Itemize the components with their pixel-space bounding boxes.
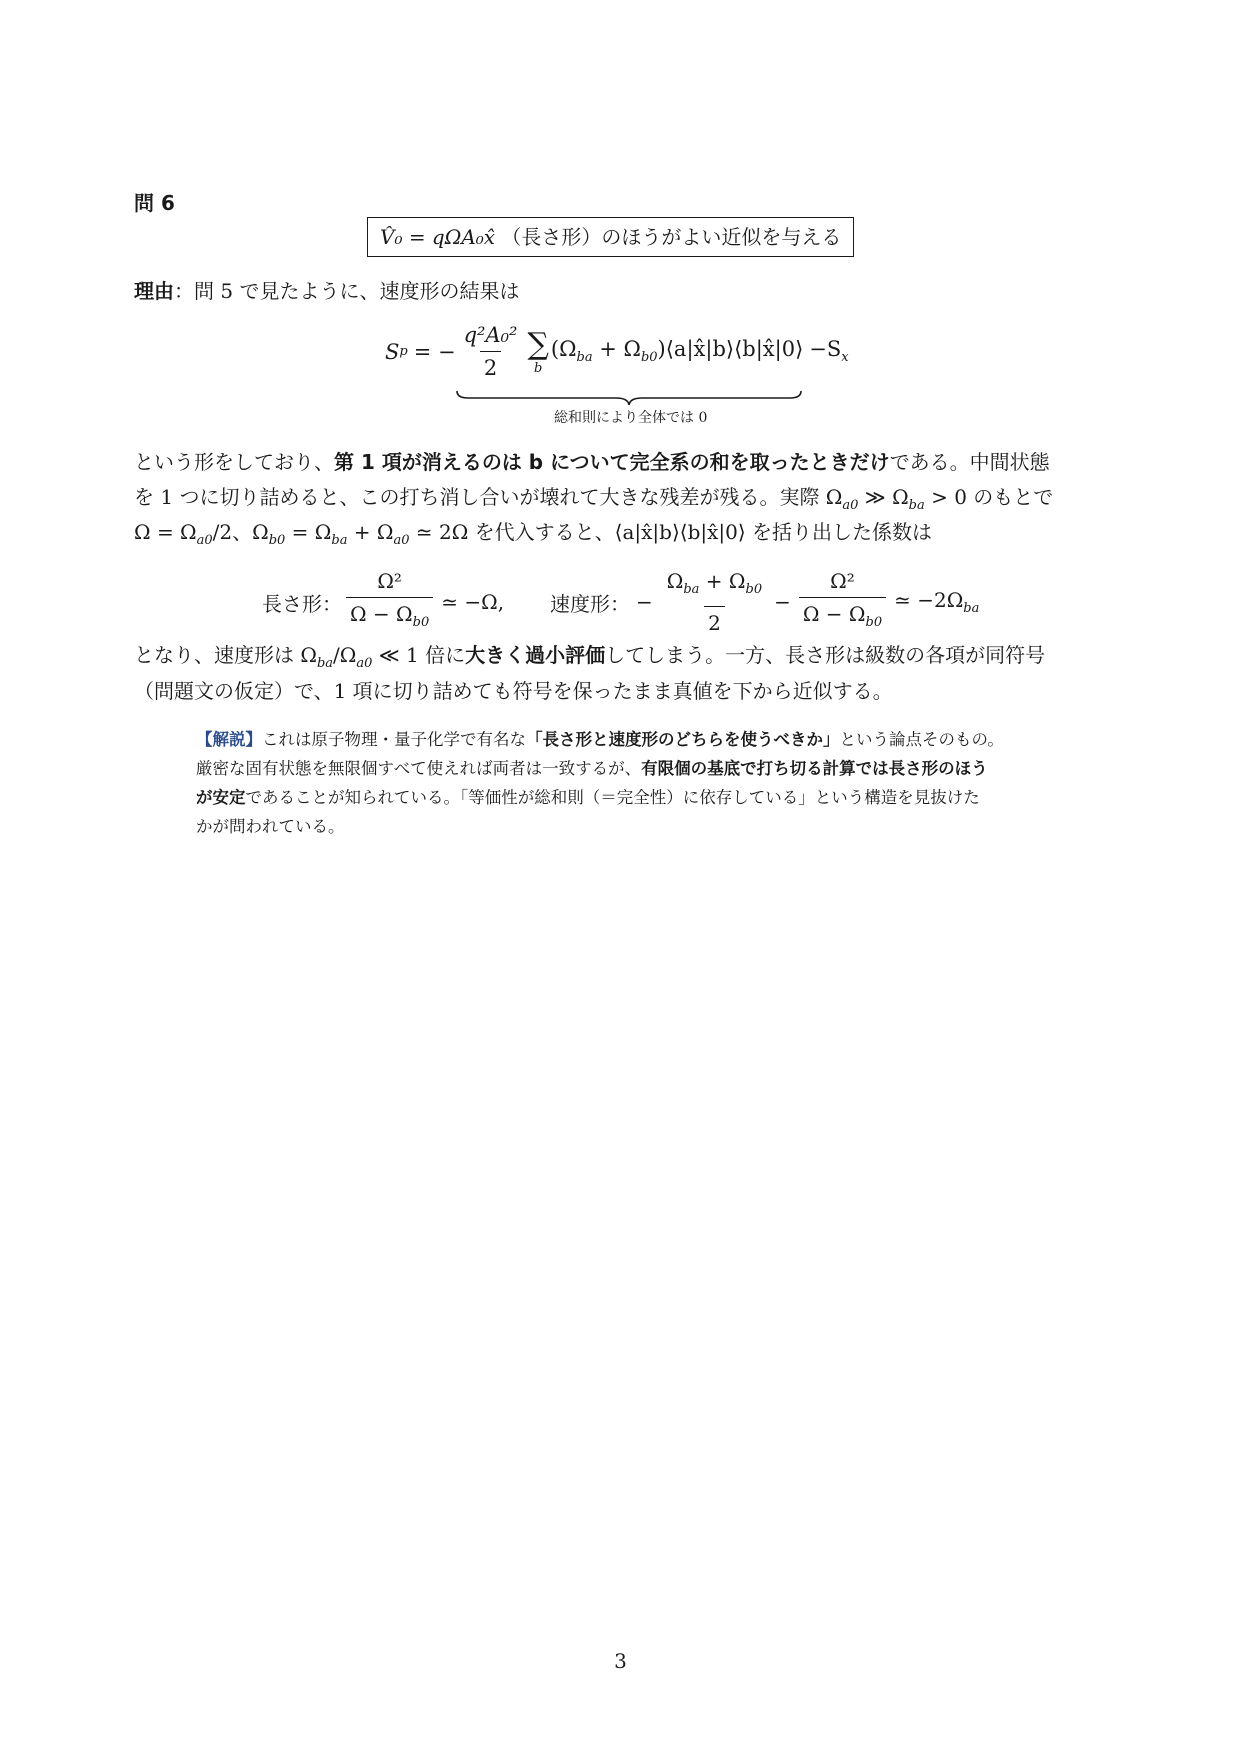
sp-tail-s: −S [809, 337, 842, 362]
velocity-label: 速度形： [550, 591, 630, 616]
p1-line2-end: > 0 のもとで [924, 485, 1054, 509]
p1-line3-b: を代入すると、⟨a|x̂|b⟩⟨b|x̂|0⟩ を括り出した係数は [474, 520, 933, 544]
p2-text-a: となり、速度形は Ω [134, 643, 317, 667]
commentary-l2-a: 厳密な固有状態を無限個すべて使えれば両者は一致するが、 [196, 759, 642, 778]
sum-symbol: ∑ [527, 326, 549, 362]
paragraph2-line2: （問題文の仮定）で、1 項に切り詰めても符号を保ったまま真値を下から近似する。 [134, 679, 893, 703]
sp-fraction [460, 322, 522, 381]
sp-sum [527, 328, 548, 376]
velocity-num1: Ω [666, 569, 684, 593]
velocity-den2: Ω − Ω [802, 602, 866, 626]
p1-text-b: である。中間状態 [889, 450, 1050, 474]
sp-lhs-sub: p [399, 344, 408, 359]
length-den: Ω − Ω [350, 602, 413, 626]
sp-frac-num: q²A₀² [463, 323, 518, 347]
velocity-den1: 2 [704, 606, 725, 636]
sp-frac-den: 2 [480, 351, 501, 381]
commentary-line3 [196, 783, 980, 813]
p2-bold: 大きく過小評価 [465, 643, 606, 667]
paragraph1-line1 [134, 445, 1050, 479]
answer-formula: V̂₀ = qΩA₀x̂ [380, 225, 496, 249]
commentary-l2-bold: 有限個の基底で打ち切る計算では長さ形のほう [641, 759, 988, 778]
velocity-num2: Ω² [830, 569, 855, 593]
length-result: ≃ −Ω, [441, 590, 505, 614]
equation-sp [385, 322, 849, 381]
commentary-line4: かが問われている。 [196, 817, 345, 836]
problem-heading: 問 6 [134, 191, 175, 215]
reason-label: 理由 [134, 279, 174, 303]
commentary-l3-bold: が安定 [196, 788, 246, 807]
sp-body-rest: ⟨a|x̂|b⟩⟨b|x̂|0⟩ [665, 337, 804, 362]
commentary-l1-b: という論点そのもの。 [839, 730, 1004, 749]
p2-text-mid: ≪ 1 倍に [372, 643, 466, 667]
commentary-line1 [196, 725, 1004, 755]
velocity-fraction-2: $\frac{\text{Ω²}}{\Omega - \Omega_{b0}}$ [799, 568, 886, 636]
p1-line3-a: Ω = Ω [134, 520, 197, 544]
underbrace [456, 390, 802, 406]
reason-line [134, 274, 519, 308]
velocity-result: ≃ −2Ω [894, 588, 964, 612]
p2-text-b: してしまう。一方、長さ形は級数の各項が同符号 [605, 643, 1046, 667]
commentary-l1-a: これは原子物理・量子化学で有名な [262, 730, 526, 749]
sp-tail [809, 337, 848, 365]
answer-text: （長さ形）のほうがよい近似を与える [501, 225, 842, 249]
sp-eq: = − [413, 339, 456, 364]
paragraph1-line3: $\Omega = \Omega_{a0}/2$、$\Omega_{b0} = \Omega_{ba} + \Omega_{a0}$ ≃ 2Ω を代入すると、⟨a|x̂|b⟩⟨b|x̂|0⟩ を括り出した係数は [134, 520, 933, 548]
p1-line2-text: を 1 つに切り詰めると、この打ち消し合いが壊れて大きな残差が残る。実際 Ω [134, 485, 843, 509]
sp-lhs: S [385, 339, 400, 364]
sp-body-open: (Ω [550, 337, 577, 362]
velocity-fraction-1: $\frac{\Omega_{ba} + \Omega_{b0}}{2}$ [666, 569, 763, 635]
answer-box [367, 217, 854, 257]
commentary-line2 [196, 754, 988, 784]
brace-note: 総和則により全体では 0 [554, 410, 708, 426]
length-label: 長さ形： [262, 591, 342, 616]
commentary-l1-bold: 「長さ形と速度形のどちらを使うべきか」 [526, 730, 840, 749]
commentary-tag: 【解説】 [196, 730, 262, 749]
length-num: Ω² [377, 569, 402, 593]
sum-index: b [534, 360, 543, 376]
paragraph1-line2: を 1 つに切り詰めると、この打ち消し合いが壊れて大きな残差が残る。実際 $\Omega_{a0}$ ≫ $\Omega_{ba} > 0$ のもとで [134, 485, 1054, 513]
page-number: 3 [614, 1649, 627, 1673]
reason-text: ：問 5 で見たように、速度形の結果は [174, 279, 520, 303]
paragraph2-line1: となり、速度形は $\Omega_{ba}/\Omega_{a0}$ ≪ 1 倍に大きく過小評価してしまう。一方、長さ形は級数の各項が同符号 [134, 643, 1046, 671]
comparison-velocity: 速度形： − $\frac{\Omega_{ba} + \Omega_{b0}}{2}$ − $\frac{\text{Ω²}}{\Omega - \Omega_{b0}}$ ≃ $-2\Omega_{ba}$ [550, 569, 980, 635]
p1-text-a: という形をしており、 [134, 450, 334, 474]
comparison-length [262, 568, 504, 636]
p1-bold: 第 1 項が消えるのは b について完全系の和を取ったときだけ [334, 450, 890, 474]
commentary-l3-b: であることが知られている。「等価性が総和則（＝完全性）に依存している」という構造を見抜けた [245, 788, 980, 807]
sp-body: ($\Omega_{ba}$ + $\Omega_{b0})⟨a|x̂|b⟩⟨b|x̂|0⟩$ [550, 337, 804, 366]
length-fraction: $\frac{\text{Ω²}}{\Omega - \Omega_{b0}}$ [346, 568, 433, 636]
sp-tail-sub: x [841, 350, 849, 366]
